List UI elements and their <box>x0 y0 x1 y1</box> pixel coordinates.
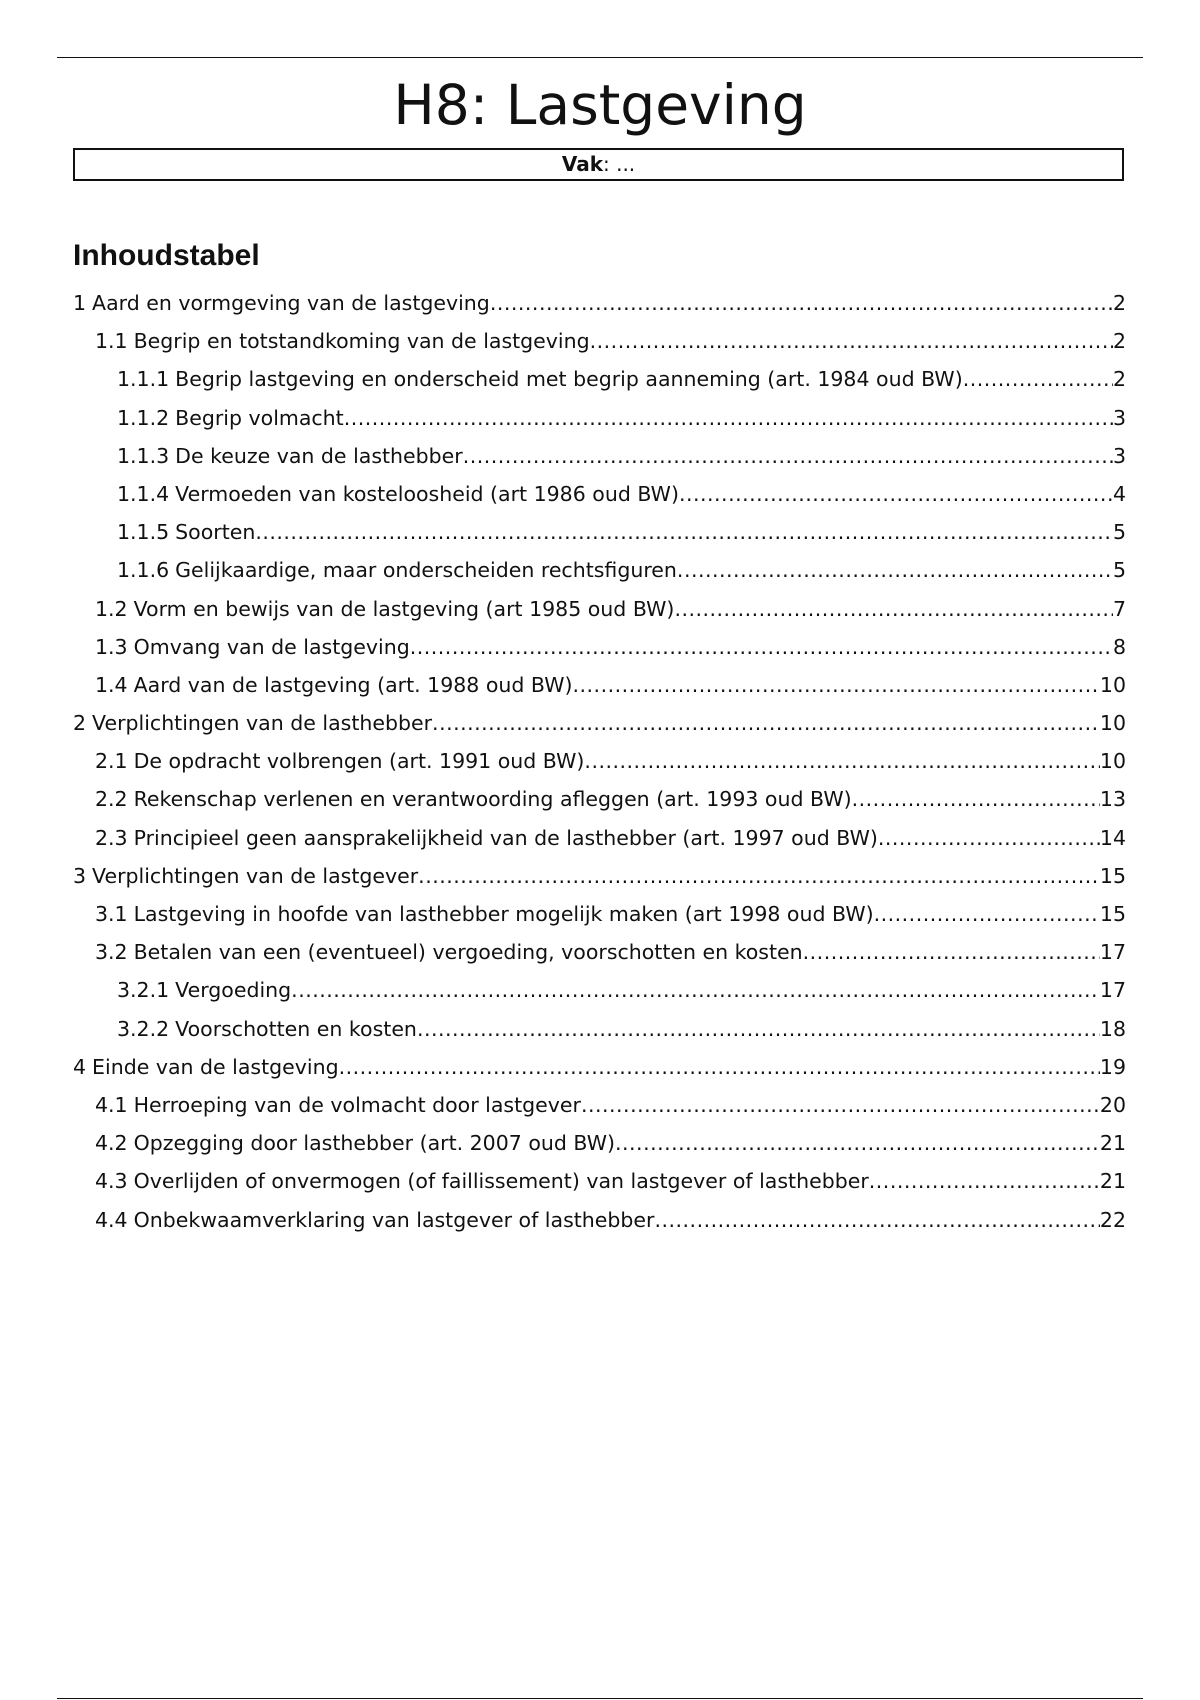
toc-entry-leader-dots <box>677 551 1113 589</box>
toc-entry-number: 4 <box>73 1054 87 1079</box>
toc-entry-title: De opdracht volbrengen (art. 1991 oud BW) <box>133 749 585 774</box>
toc-entry-title: Aard van de lastgeving (art. 1988 oud BW) <box>133 672 573 697</box>
toc-entry-leader-dots <box>590 322 1113 360</box>
toc-entry-title: Herroeping van de volmacht door lastgever <box>133 1092 581 1117</box>
toc-entry[interactable] <box>73 360 1126 398</box>
toc-entry-leader-dots <box>432 704 1100 742</box>
toc-entry-page: 17 <box>1099 940 1126 965</box>
toc-entry[interactable] <box>73 1201 1126 1239</box>
toc-heading: Inhoudstabel <box>73 239 260 272</box>
toc-entry-page: 10 <box>1099 749 1126 774</box>
toc-entry-leader-dots <box>654 1201 1099 1239</box>
toc-entry-page: 15 <box>1099 902 1126 926</box>
toc-entry-page: 5 <box>1112 520 1126 545</box>
toc-entry-page: 7 <box>1112 596 1126 621</box>
toc-entry-title: Verplichtingen van de lastgever <box>92 863 419 888</box>
toc-entry-title: Einde van de lastgeving <box>92 1054 339 1079</box>
toc-entry-page: 20 <box>1099 1092 1126 1117</box>
toc-entry-number: 4.2 <box>95 1131 128 1156</box>
toc-entry-number: 1.3 <box>95 634 128 659</box>
toc-entry-number: 1.1.2 <box>117 405 170 430</box>
toc-entry-leader-dots <box>674 590 1113 628</box>
toc-entry-title: Rekenschap verlenen en verantwoording afleggen (art. 1993 oud BW) <box>133 787 852 812</box>
toc-entry-leader-dots <box>418 857 1100 895</box>
toc-entry[interactable] <box>73 666 1126 704</box>
toc-entry[interactable] <box>73 551 1126 589</box>
toc-entry-page: 2 <box>1112 291 1126 315</box>
toc-entry-leader-dots <box>878 819 1100 857</box>
toc-entry-page: 13 <box>1099 787 1126 812</box>
toc-entry-leader-dots <box>463 437 1113 475</box>
toc-entry-leader-dots <box>410 628 1113 666</box>
toc-entry[interactable] <box>73 933 1126 971</box>
bottom-divider <box>57 1698 1143 1699</box>
toc-entry[interactable] <box>73 857 1126 895</box>
toc-entry-title: De keuze van de lasthebber <box>175 443 463 468</box>
toc-entry-number: 1.4 <box>95 672 128 697</box>
toc-entry-leader-dots <box>581 1086 1100 1124</box>
toc-entry-page: 21 <box>1099 1131 1126 1156</box>
toc-entry[interactable] <box>73 322 1126 360</box>
toc-entry-page: 14 <box>1099 825 1126 850</box>
toc-entry-leader-dots <box>852 780 1100 818</box>
toc-entry-title: Vorm en bewijs van de lastgeving (art 1985 oud BW) <box>133 596 675 621</box>
toc-entry-leader-dots <box>490 284 1113 322</box>
document-title: H8: Lastgeving <box>393 73 807 137</box>
toc-entry-title: Vermoeden van kosteloosheid (art 1986 oud BW) <box>175 481 679 506</box>
toc-entry-page: 17 <box>1099 978 1126 1003</box>
toc-entry[interactable] <box>73 1010 1126 1048</box>
toc-entry-number: 1.1.5 <box>117 520 170 545</box>
toc-entry[interactable] <box>73 895 1126 933</box>
toc-entry[interactable] <box>73 742 1126 780</box>
toc-entry-title: Soorten <box>175 520 256 545</box>
toc-entry-number: 2.3 <box>95 825 128 850</box>
toc-entry-page: 18 <box>1099 1016 1126 1041</box>
toc-entry-page: 10 <box>1099 711 1126 736</box>
vak-value: : ... <box>603 152 636 176</box>
toc-entry-number: 1.1.4 <box>117 481 170 506</box>
toc-entry-title: Vergoeding <box>175 978 292 1003</box>
toc-entry-page: 2 <box>1112 367 1126 392</box>
toc-entry-title: Principieel geen aansprakelijkheid van de lasthebber (art. 1997 oud BW) <box>133 825 878 850</box>
toc-entry-page: 4 <box>1112 481 1126 506</box>
toc-entry-page: 5 <box>1112 558 1126 583</box>
toc-entry-leader-dots <box>615 1124 1100 1162</box>
toc-entry-leader-dots <box>963 360 1113 398</box>
toc-entry[interactable] <box>73 284 1126 322</box>
toc-entry-leader-dots <box>255 513 1113 551</box>
toc-entry-leader-dots <box>803 933 1100 971</box>
toc-entry-title: Lastgeving in hoofde van lasthebber mogelijk maken (art 1998 oud BW) <box>133 902 874 926</box>
toc-entry[interactable] <box>73 399 1126 437</box>
toc-entry[interactable] <box>73 971 1126 1009</box>
toc-entry-number: 1.1.1 <box>117 367 170 392</box>
toc-entry-title: Voorschotten en kosten <box>175 1016 417 1041</box>
toc-entry-title: Begrip en totstandkoming van de lastgeving <box>133 329 590 354</box>
toc-entry-title: Verplichtingen van de lasthebber <box>92 711 433 736</box>
toc-entry-number: 2.1 <box>95 749 128 774</box>
toc-entry-title: Onbekwaamverklaring van lastgever of lasthebber <box>133 1207 655 1232</box>
toc-entry-page: 19 <box>1099 1054 1126 1079</box>
toc-entry[interactable] <box>73 1086 1126 1124</box>
toc-entry-number: 3 <box>73 863 87 888</box>
toc-entry-leader-dots <box>339 1048 1100 1086</box>
toc-entry-leader-dots <box>573 666 1100 704</box>
toc-entry-page: 22 <box>1099 1207 1126 1232</box>
toc-entry-leader-dots <box>584 742 1099 780</box>
toc-entry-page: 15 <box>1099 863 1126 888</box>
toc-entry-leader-dots <box>874 895 1100 933</box>
table-of-contents <box>73 284 1126 1239</box>
toc-entry[interactable] <box>73 590 1126 628</box>
toc-entry-number: 3.2.2 <box>117 1016 170 1041</box>
toc-entry[interactable] <box>73 475 1126 513</box>
toc-entry-number: 1.2 <box>95 596 128 621</box>
toc-entry-title: Omvang van de lastgeving <box>133 634 410 659</box>
toc-entry-leader-dots <box>869 1162 1100 1200</box>
toc-entry[interactable] <box>73 1162 1126 1200</box>
toc-entry[interactable] <box>73 437 1126 475</box>
toc-entry-number: 1.1 <box>95 329 128 354</box>
toc-entry-number: 1.1.6 <box>117 558 170 583</box>
toc-entry-page: 21 <box>1099 1169 1126 1194</box>
toc-entry-number: 1 <box>73 291 87 315</box>
toc-entry[interactable] <box>73 628 1126 666</box>
toc-entry[interactable] <box>73 819 1126 857</box>
toc-entry-title: Betalen van een (eventueel) vergoeding, voorschotten en kosten <box>133 940 803 965</box>
toc-entry-number: 2.2 <box>95 787 128 812</box>
toc-entry-leader-dots <box>344 399 1113 437</box>
toc-entry-leader-dots <box>291 971 1100 1009</box>
toc-entry-title: Overlijden of onvermogen (of faillissement) van lastgever of lasthebber <box>133 1169 869 1194</box>
toc-entry[interactable] <box>73 1124 1126 1162</box>
vak-label: Vak <box>561 152 603 176</box>
toc-entry-page: 3 <box>1112 405 1126 430</box>
toc-entry-leader-dots <box>417 1010 1100 1048</box>
toc-entry-title: Begrip volmacht <box>175 405 344 430</box>
toc-entry-leader-dots <box>679 475 1113 513</box>
vak-box <box>73 148 1124 181</box>
toc-entry-number: 4.1 <box>95 1092 128 1117</box>
toc-entry-page: 10 <box>1099 672 1126 697</box>
toc-entry-title: Opzegging door lasthebber (art. 2007 oud BW) <box>133 1131 615 1156</box>
toc-entry[interactable] <box>73 780 1126 818</box>
toc-entry-number: 4.4 <box>95 1207 128 1232</box>
toc-entry-title: Begrip lastgeving en onderscheid met begrip aanneming (art. 1984 oud BW) <box>175 367 963 392</box>
toc-entry-number: 4.3 <box>95 1169 128 1194</box>
toc-entry-page: 2 <box>1112 329 1126 354</box>
toc-entry-number: 2 <box>73 711 87 736</box>
toc-entry-number: 3.2 <box>95 940 128 965</box>
top-divider <box>57 57 1143 58</box>
toc-entry-title: Aard en vormgeving van de lastgeving <box>92 291 490 315</box>
toc-entry-number: 3.2.1 <box>117 978 170 1003</box>
toc-entry-page: 8 <box>1112 634 1126 659</box>
toc-entry-number: 1.1.3 <box>117 443 170 468</box>
toc-entry[interactable] <box>73 513 1126 551</box>
toc-entry[interactable] <box>73 1048 1126 1086</box>
toc-entry[interactable] <box>73 704 1126 742</box>
toc-entry-title: Gelijkaardige, maar onderscheiden rechtsfiguren <box>175 558 677 583</box>
toc-entry-page: 3 <box>1112 443 1126 468</box>
toc-entry-number: 3.1 <box>95 902 128 926</box>
